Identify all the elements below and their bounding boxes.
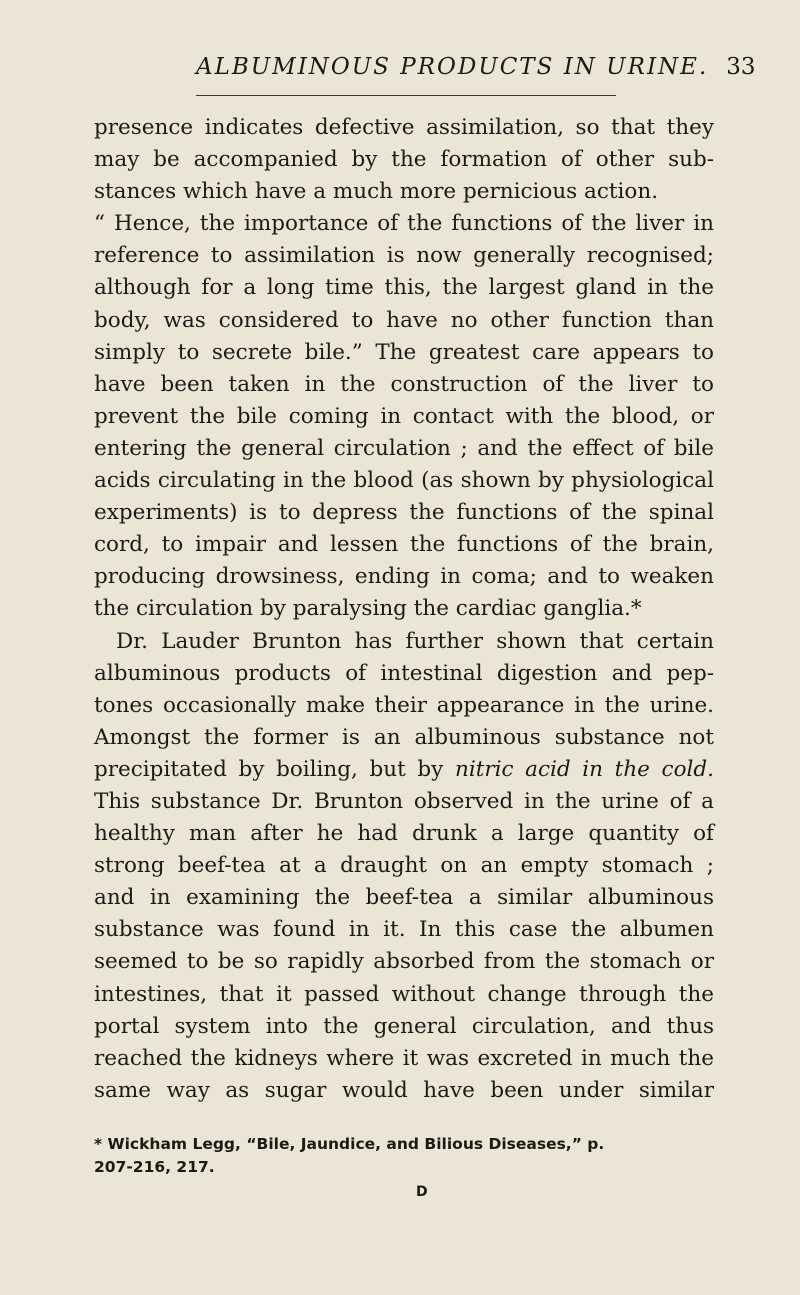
header-rule [196, 95, 616, 96]
text-line: prevent the bile coming in contact with the blood, or [94, 403, 714, 429]
text-line: “ Hence, the importance of the functions of the liver in [94, 211, 714, 237]
text-line: producing drowsiness, ending in coma; and to weaken [94, 564, 714, 590]
text-line: strong beef-tea at a draught on an empty stomach ; [94, 853, 714, 879]
text-line: albuminous products of intestinal digestion and pep- [94, 660, 714, 686]
text-line: stances which have a much more pernicious action. [94, 179, 659, 205]
running-title: ALBUMINOUS PRODUCTS IN URINE. [196, 54, 709, 80]
body-text [94, 112, 714, 1107]
text-line: portal system into the general circulation, and thus [94, 1013, 714, 1039]
running-head [196, 54, 796, 80]
text-line: Dr. Lauder Brunton has further shown that certain [116, 628, 714, 654]
text-line: entering the general circulation ; and the effect of bile [94, 435, 714, 461]
text-line: substance was found in it. In this case the albumen [94, 917, 714, 943]
text-line: and in examining the beef-tea a similar albuminous [94, 885, 714, 911]
text-line: reached the kidneys where it was excreted in much the [94, 1045, 714, 1071]
text-line: acids circulating in the blood (as shown by physiological [94, 468, 714, 494]
text-line: cord, to impair and lessen the functions of the brain, [94, 532, 714, 558]
signature-mark: D [416, 1184, 428, 1200]
text-run: precipitated by boiling, but by [94, 756, 455, 782]
text-line: although for a long time this, the largest gland in the [94, 275, 714, 301]
text-line: simply to secrete bile.” The greatest care appears to [94, 339, 714, 365]
text-line: same way as sugar would have been under similar [94, 1077, 714, 1103]
text-line: seemed to be so rapidly absorbed from the stomach or [94, 949, 714, 975]
page-number: 33 [726, 54, 756, 80]
text-line: have been taken in the construction of the liver to [94, 371, 714, 397]
text-line: Amongst the former is an albuminous substance not [94, 724, 714, 750]
text-line: the circulation by paralysing the cardiac ganglia.* [94, 596, 642, 622]
text-line: experiments) is to depress the functions of the spinal [94, 500, 714, 526]
footnote-line: * Wickham Legg, “Bile, Jaundice, and Bilious Diseases,” p. [94, 1135, 605, 1153]
text-line: reference to assimilation is now generally recognised; [94, 243, 714, 269]
text-line: tones occasionally make their appearance in the urine. [94, 692, 714, 718]
footnote [94, 1133, 714, 1179]
text-line [94, 754, 714, 786]
text-line: intestines, that it passed without change through the [94, 981, 714, 1007]
italic-phrase: nitric acid in the cold. [454, 756, 714, 782]
text-line: presence indicates defective assimilation, so that they [94, 115, 714, 140]
text-line: healthy man after he had drunk a large quantity of [94, 821, 714, 847]
text-line: This substance Dr. Brunton observed in the urine of a [94, 788, 714, 814]
text-line: body, was considered to have no other function than [94, 307, 714, 333]
footnote-line: 207-216, 217. [94, 1158, 215, 1176]
text-line: may be accompanied by the formation of other sub- [94, 147, 714, 173]
